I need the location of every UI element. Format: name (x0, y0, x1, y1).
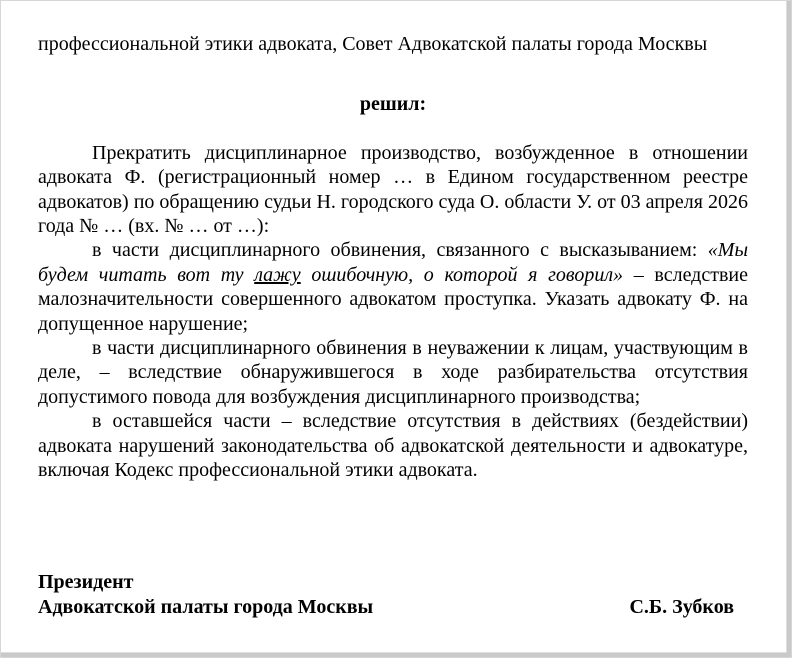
item-3-paragraph: в оставшейся части – вследствие отсутствия в действиях (бездействии) адвоката нарушений законодательства об адвокатской деятельности и адвокатуре, включая Кодекс профессиональной этики адвоката. (38, 410, 748, 482)
item-1-quote-before: «Мы будем читать вот ту (38, 239, 748, 286)
item-2-paragraph: в части дисциплинарного обвинения в неуважении к лицам, участвующим в деле, – вследствие обнаружившегося в ходе разбирательства отсутствия допустимого повода для возбуждения дисциплинарного производства; (38, 337, 748, 408)
signature-title-line-1: Президент (38, 571, 134, 593)
item-1-quote-underlined: лажу (254, 263, 301, 286)
item-1-lead: в части дисциплинарного обвинения, связанного с высказыванием: (92, 239, 708, 262)
document-body (38, 32, 748, 483)
item-1-paragraph (38, 238, 748, 336)
decision-heading: решил: (359, 93, 427, 116)
signature-title-line-2: Адвокатской палаты города Москвы (38, 596, 374, 618)
intro-paragraph: профессиональной этики адвоката, Совет Адвокатской палаты города Москвы (38, 33, 708, 55)
item-1-quote-after: ошибочную, о которой я говорил» (300, 263, 624, 286)
signature-block (38, 570, 734, 620)
item-1-rest: – вследствие малозначительности совершенного адвокатом проступка. Указать адвокату Ф. на допущенное нарушение; (38, 263, 748, 335)
signature-row (38, 595, 734, 620)
signature-name: С.Б. Зубков (629, 596, 734, 618)
main-paragraph: Прекратить дисциплинарное производство, возбужденное в отношении адвоката Ф. (регистрационный номер … в Едином государственном реестре адвокатов) по обращению судьи Н. городского суда О. области У. от 03 апреля 2026 года № … (вх. № … от …): (38, 141, 748, 238)
